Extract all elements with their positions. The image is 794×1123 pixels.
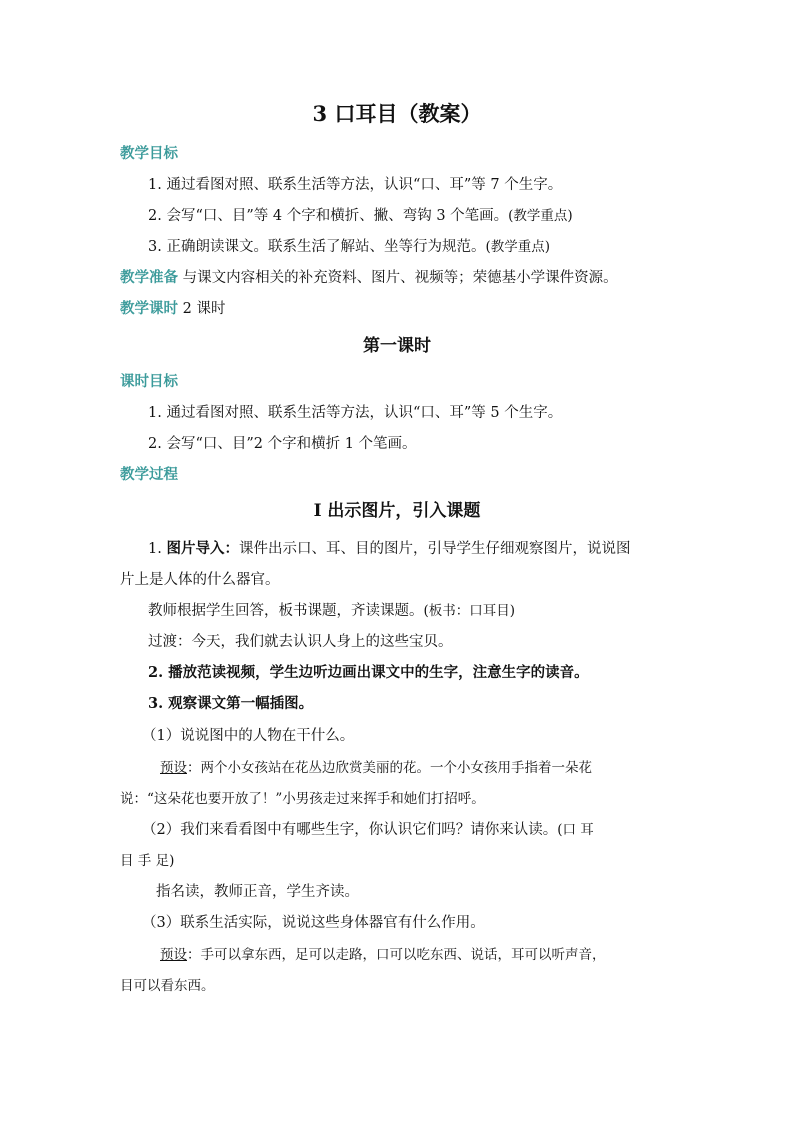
step1-para2-text: 教师根据学生回答，板书课题，齐读课题。 <box>148 603 424 619</box>
teaching-hours-text: 2 课时 <box>178 301 226 317</box>
question-2-line1 <box>142 820 594 840</box>
teaching-hours-heading: 教学课时 <box>120 301 178 317</box>
teaching-prep-heading: 教学准备 <box>120 270 178 286</box>
lesson-goals-heading: 课时目标 <box>120 374 178 390</box>
question-1: （1）说说图中的人物在干什么。 <box>142 728 355 744</box>
step1-text: 课件出示口、耳、目的图片，引导学生仔细观察图片，说说图 <box>238 541 631 557</box>
goal-item-3 <box>148 237 550 257</box>
question-2-text: （2）我们来看看图中有哪些生字，你认识它们吗？请你来认读。 <box>142 822 558 838</box>
teaching-prep <box>120 268 618 288</box>
process-heading: 教学过程 <box>120 467 178 483</box>
teaching-goals-heading: 教学目标 <box>120 146 178 162</box>
lesson-goal-2: 2. 会写“口、目”2 个字和横折 1 个笔画。 <box>148 436 417 452</box>
step2: 2. 播放范读视频，学生边听边画出课文中的生字，注意生字的读音。 <box>148 664 589 681</box>
goal-item-1: 1. 通过看图对照、联系生活等方法，认识“口、耳”等 7 个生字。 <box>148 177 563 193</box>
step1-para2-tag: (板书：口耳目) <box>423 603 516 619</box>
step1-number: 1. <box>148 541 167 557</box>
preset-3-line1 <box>160 945 606 965</box>
preset-3-label: 预设 <box>160 947 187 963</box>
question-3: （3）联系生活实际，说说这些身体器官有什么作用。 <box>142 915 485 931</box>
preset-3-text-a: ：手可以拿东西，足可以走路，口可以吃东西、说话，耳可以听声音， <box>187 947 606 963</box>
preset-1-line2: 说：“这朵花也要开放了！”小男孩走过来挥手和她们打招呼。 <box>120 791 485 807</box>
preset-1-text-a: ：两个小女孩站在花丛边欣赏美丽的花。一个小女孩用手指着一朵花 <box>187 760 592 776</box>
question-2-para2: 指名读，教师正音，学生齐读。 <box>156 884 359 900</box>
step1-line1 <box>148 539 630 559</box>
goal-item-3-tag: (教学重点) <box>485 239 550 255</box>
goal-item-3-text: 3. 正确朗读课文。联系生活了解站、坐等行为规范。 <box>148 239 486 255</box>
question-2-line2: 目 手 足) <box>120 853 175 869</box>
preset-1-label: 预设 <box>160 760 187 776</box>
goal-item-2 <box>148 206 573 226</box>
step1-para3: 过渡：今天，我们就去认识人身上的这些宝贝。 <box>148 634 453 650</box>
preset-3-line2: 目可以看东西。 <box>120 978 215 994</box>
document-title: 3 口耳目（教案） <box>312 101 482 126</box>
teaching-prep-text: 与课文内容相关的补充资料、图片、视频等；荣德基小学课件资源。 <box>178 270 618 286</box>
step1-para2 <box>148 601 515 621</box>
section1-title: Ⅰ 出示图片，引入课题 <box>313 501 481 521</box>
step1-bold: 图片导入： <box>166 540 239 557</box>
goal-item-2-text: 2. 会写“口、目”等 4 个字和横折、撇、弯钩 3 个笔画。 <box>148 208 509 224</box>
lesson-goal-1: 1. 通过看图对照、联系生活等方法，认识“口、耳”等 5 个生字。 <box>148 405 563 421</box>
teaching-hours <box>120 299 225 319</box>
preset-1-line1 <box>160 758 592 778</box>
question-2-tag: (口 耳 <box>557 822 594 838</box>
step3: 3. 观察课文第一幅插图。 <box>148 695 314 712</box>
lesson1-title: 第一课时 <box>363 336 431 356</box>
step1-line2: 片上是人体的什么器官。 <box>120 572 280 588</box>
goal-item-2-tag: (教学重点) <box>508 208 573 224</box>
